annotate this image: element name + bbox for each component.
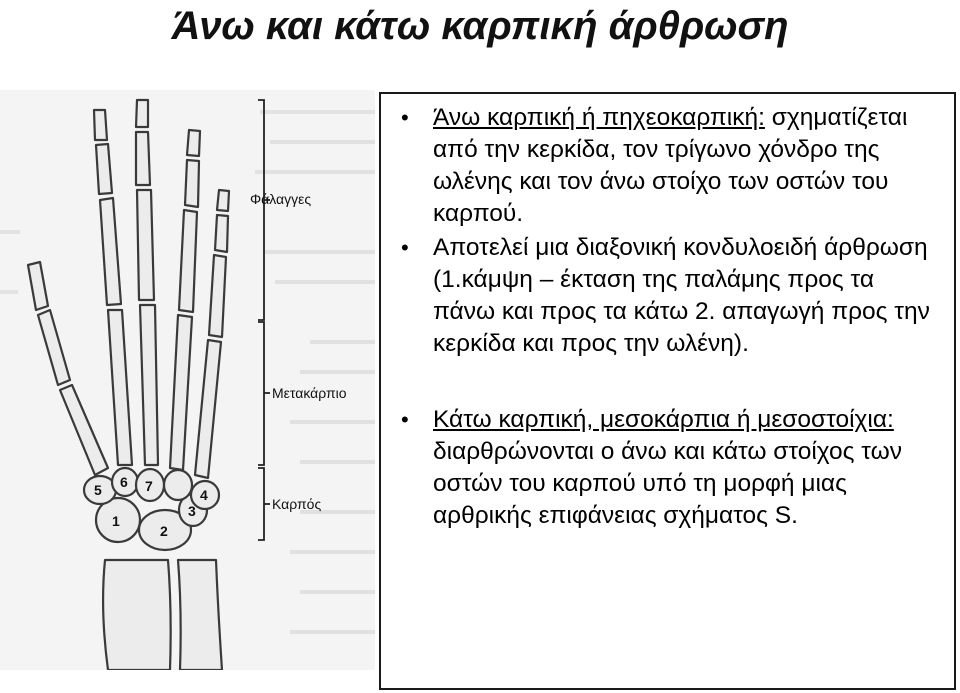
- index-proximal-phalanx: [100, 198, 121, 305]
- little-distal-phalanx: [217, 190, 229, 211]
- little-metacarpal: [195, 340, 221, 478]
- bullet-body: σχηματίζεται από την κερκίδα, τον τρίγωνο χόνδρο της ωλένης και τον άνω στοίχο των οστών του καρπού.: [433, 104, 908, 227]
- carpal-bone-8: [164, 470, 192, 500]
- bullet-heading: Κάτω καρπική, μεσοκάρπια ή μεσοστοίχια:: [433, 406, 894, 433]
- bullet-dot-icon: •: [401, 407, 409, 432]
- bullet-dot-icon: •: [401, 105, 409, 130]
- bone-number-6: 6: [120, 474, 128, 490]
- bullet-item-upper-wrist-joint: [395, 102, 940, 230]
- bullet-heading: Άνω καρπική ή πηχεοκαρπική:: [433, 104, 765, 131]
- bone-number-4: 4: [200, 487, 208, 503]
- description-textbox: [379, 92, 956, 690]
- carpus-bracket: [258, 468, 264, 540]
- little-proximal-phalanx: [209, 255, 226, 337]
- phalanges-label: Φάλαγγες: [250, 191, 312, 207]
- middle-metacarpal: [140, 305, 158, 465]
- ring-middle-phalanx: [185, 160, 199, 207]
- carpus-label: Καρπός: [272, 496, 322, 512]
- bullet-body: διαρθρώνονται ο άνω και κάτω στοίχος των οστών του καρπού υπό τη μορφή μιας αρθρικής επιφάνειας σχήματος S.: [433, 438, 902, 529]
- metacarpals-bracket: [258, 322, 264, 465]
- bone-number-1: 1: [112, 513, 120, 529]
- bullet-item-lower-wrist-joint: [395, 404, 940, 532]
- thumb-distal-phalanx: [28, 262, 48, 310]
- ring-proximal-phalanx: [179, 210, 197, 312]
- middle-distal-phalanx: [136, 100, 148, 127]
- ring-distal-phalanx: [187, 130, 200, 156]
- hand-skeleton-illustration: [0, 90, 375, 670]
- ulna-bone: [178, 560, 222, 670]
- bone-number-7: 7: [145, 478, 153, 494]
- bone-number-3: 3: [188, 503, 196, 519]
- radius-bone: [103, 560, 171, 670]
- index-middle-phalanx: [96, 144, 112, 194]
- hand-skeleton-figure: [0, 90, 375, 670]
- middle-middle-phalanx: [136, 132, 150, 185]
- metacarpals-label: Μετακάρπιο: [272, 385, 347, 401]
- spacer: [395, 360, 940, 404]
- little-middle-phalanx: [215, 215, 228, 252]
- index-distal-phalanx: [94, 110, 107, 140]
- ring-metacarpal: [170, 315, 192, 470]
- bullet-list: [395, 102, 940, 532]
- phalanges-bracket: [258, 100, 264, 320]
- slide-title: Άνω και κάτω καρπική άρθρωση: [171, 4, 789, 48]
- thumb-metacarpal: [60, 385, 108, 475]
- bone-number-2: 2: [160, 523, 168, 539]
- thumb-proximal-phalanx: [38, 310, 70, 385]
- bullet-body: Αποτελεί μια διαξονική κονδυλοειδή άρθρωση (1.κάμψη – έκταση της παλάμης προς τα πάνω και προς τα κάτω 2. απαγωγή προς την κερκίδα και προς την ωλένη).: [433, 234, 930, 357]
- bullet-dot-icon: •: [401, 235, 409, 260]
- bullet-item-joint-type: [395, 232, 940, 360]
- bone-number-5: 5: [94, 482, 102, 498]
- middle-proximal-phalanx: [137, 190, 154, 300]
- index-metacarpal: [108, 310, 132, 465]
